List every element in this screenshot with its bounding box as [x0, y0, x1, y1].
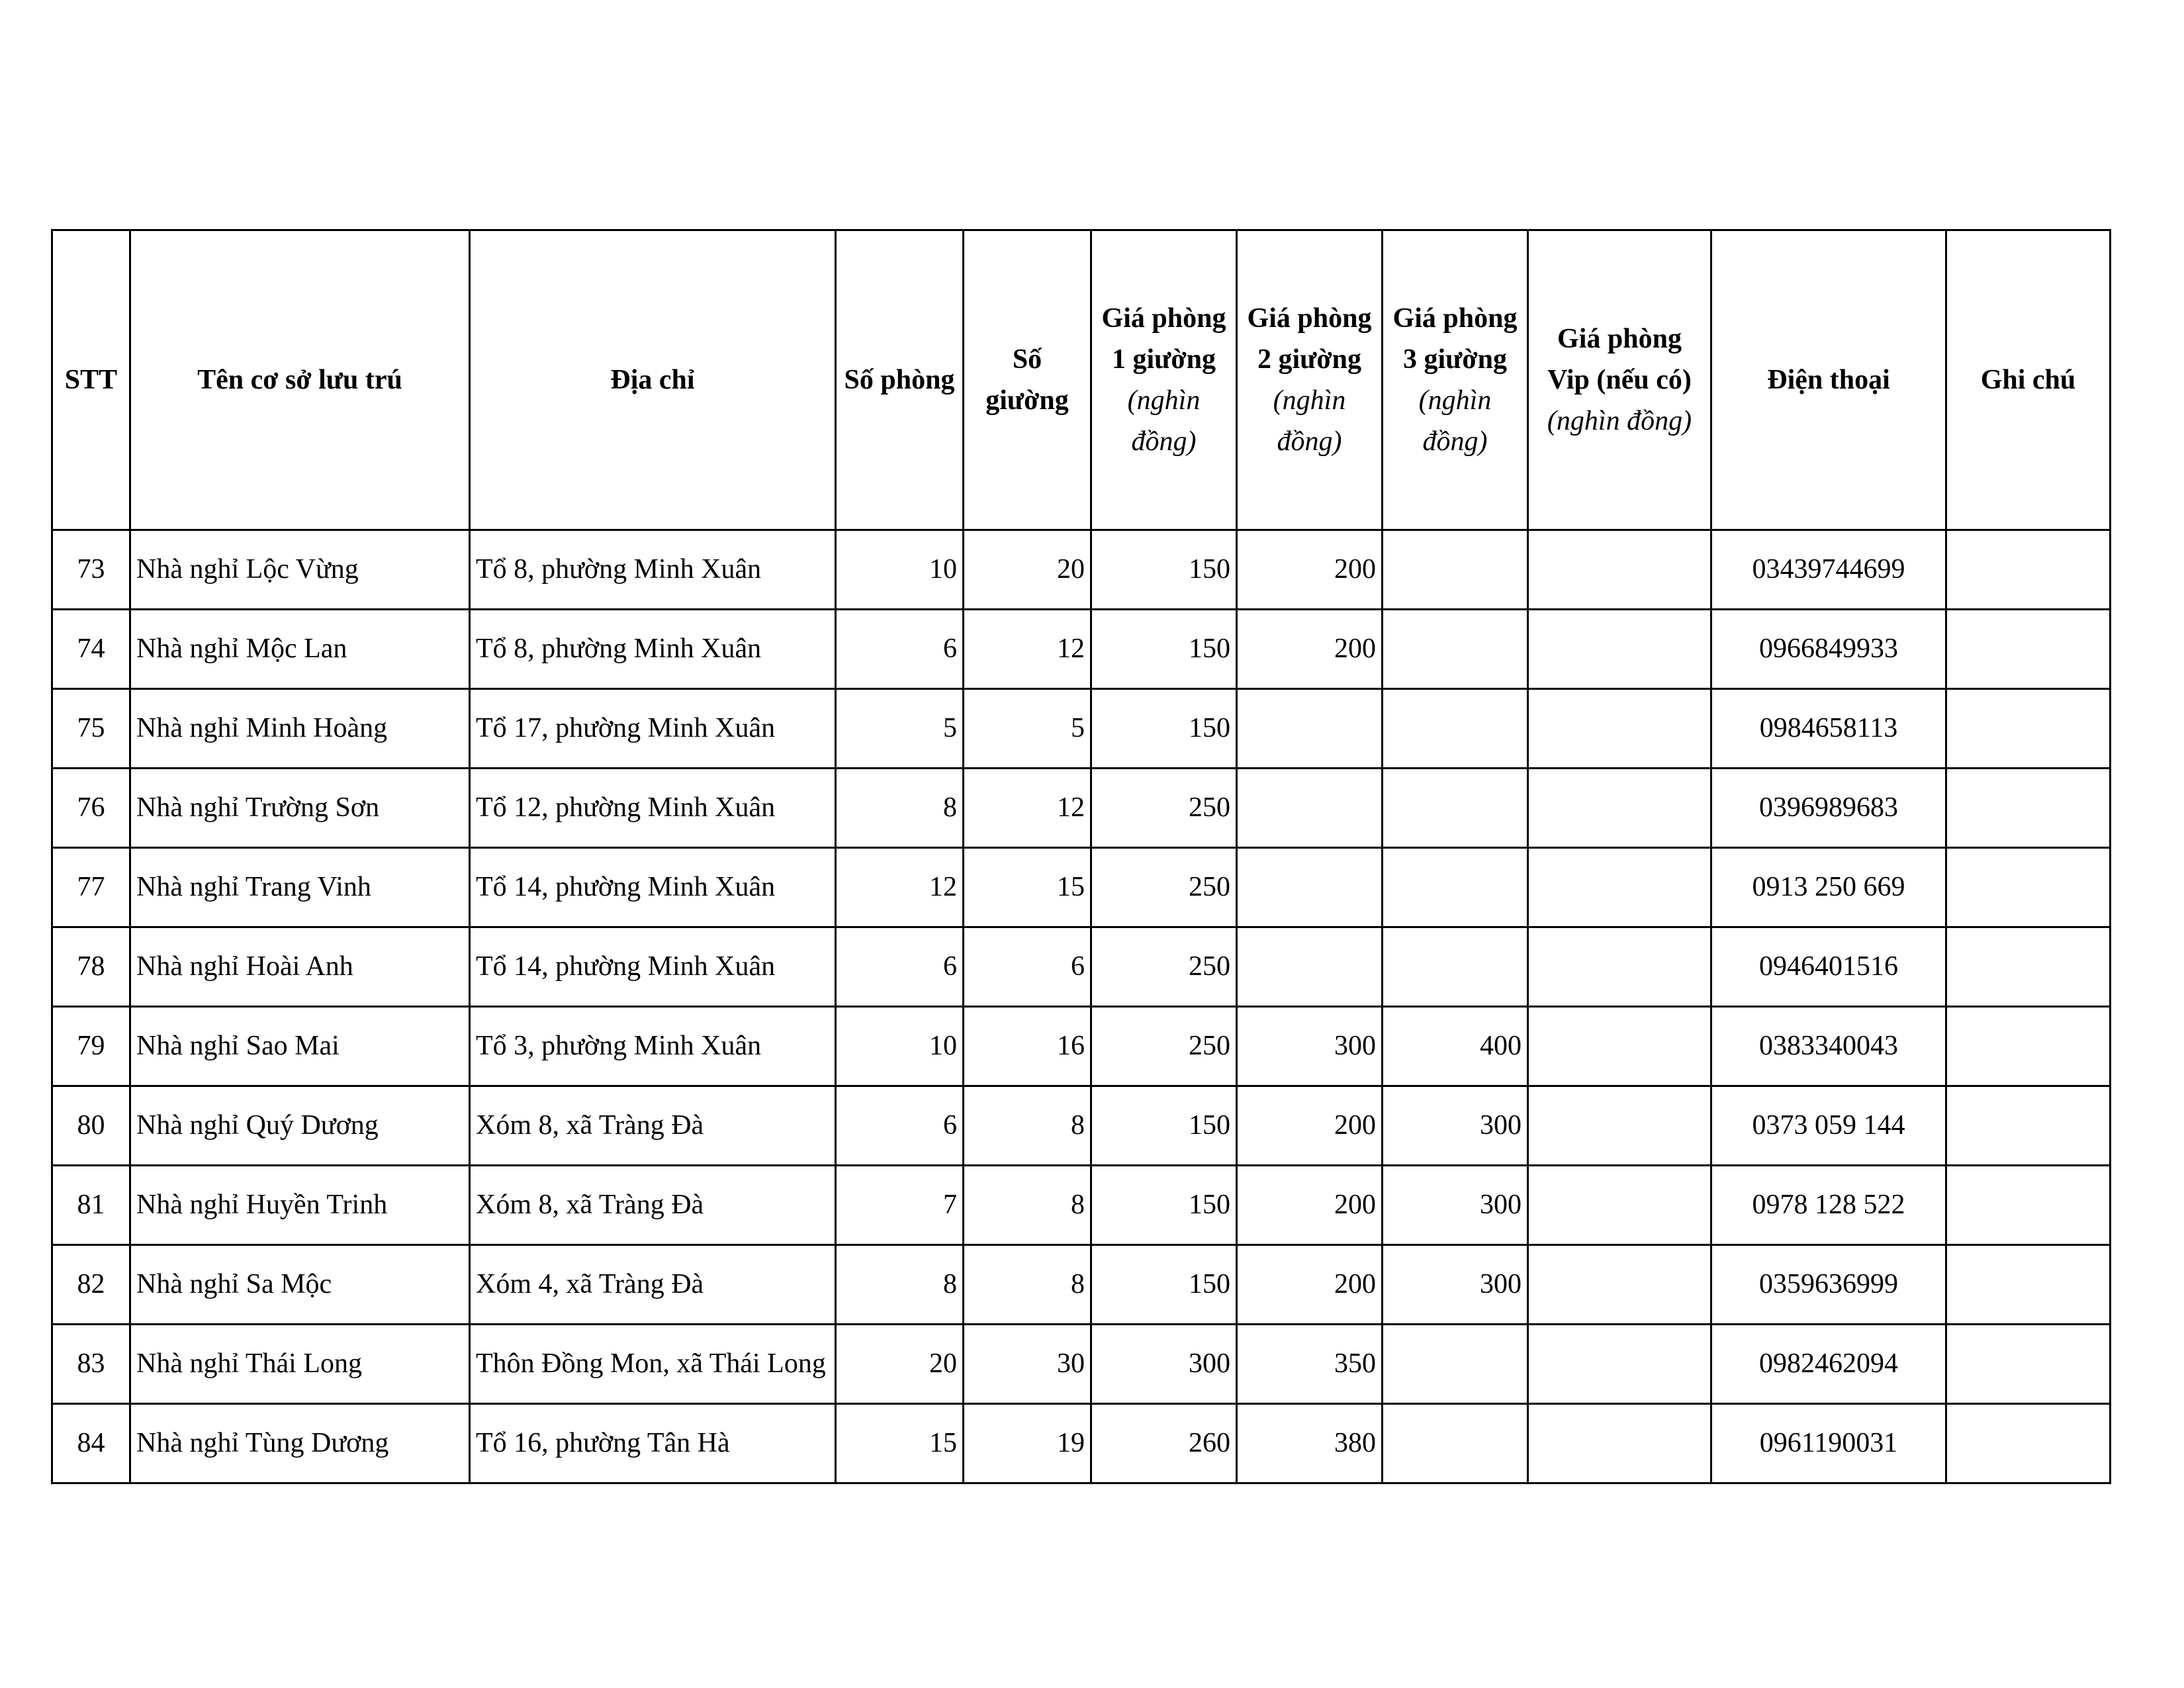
table-row: [52, 1166, 2111, 1245]
cell-stt: 76: [52, 769, 130, 848]
header-beds: Số giường: [964, 230, 1091, 530]
cell-price-3-bed: 400: [1383, 1007, 1528, 1086]
cell-price-2-bed: [1237, 769, 1383, 848]
cell-stt: 78: [52, 927, 130, 1007]
cell-price-vip: [1528, 1245, 1711, 1325]
cell-rooms: 20: [836, 1325, 964, 1404]
cell-name: Nhà nghỉ Hoài Anh: [130, 927, 470, 1007]
table-row: [52, 1086, 2111, 1166]
cell-beds: 6: [964, 927, 1091, 1007]
cell-stt: 75: [52, 689, 130, 769]
header-name: Tên cơ sở lưu trú: [130, 230, 470, 530]
cell-price-2-bed: [1237, 927, 1383, 1007]
cell-name: Nhà nghỉ Minh Hoàng: [130, 689, 470, 769]
cell-phone: 0359636999: [1711, 1245, 1946, 1325]
table-row: [52, 1007, 2111, 1086]
cell-phone: 0978 128 522: [1711, 1166, 1946, 1245]
cell-phone: 0982462094: [1711, 1325, 1946, 1404]
cell-price-2-bed: 300: [1237, 1007, 1383, 1086]
table-row: [52, 848, 2111, 927]
table-row: [52, 610, 2111, 689]
cell-price-1-bed: 150: [1091, 1166, 1237, 1245]
cell-phone: 0373 059 144: [1711, 1086, 1946, 1166]
cell-address: Tổ 8, phường Minh Xuân: [470, 610, 836, 689]
cell-name: Nhà nghỉ Sa Mộc: [130, 1245, 470, 1325]
cell-address: Tổ 14, phường Minh Xuân: [470, 927, 836, 1007]
cell-beds: 19: [964, 1404, 1091, 1483]
cell-note: [1946, 848, 2111, 927]
cell-note: [1946, 689, 2111, 769]
cell-phone: 03439744699: [1711, 530, 1946, 610]
cell-price-vip: [1528, 769, 1711, 848]
header-vip-unit: (nghìn đồng): [1547, 406, 1692, 436]
cell-stt: 80: [52, 1086, 130, 1166]
cell-price-3-bed: [1383, 530, 1528, 610]
header-stt: STT: [52, 230, 130, 530]
cell-stt: 83: [52, 1325, 130, 1404]
cell-price-3-bed: [1383, 1404, 1528, 1483]
cell-beds: 30: [964, 1325, 1091, 1404]
cell-price-vip: [1528, 1007, 1711, 1086]
cell-rooms: 7: [836, 1166, 964, 1245]
header-price-2-title: Giá phòng 2 giường: [1247, 303, 1372, 375]
cell-price-1-bed: 150: [1091, 1086, 1237, 1166]
table-header: [52, 230, 2111, 530]
lodging-table: [51, 229, 2111, 1484]
cell-note: [1946, 530, 2111, 610]
cell-stt: 79: [52, 1007, 130, 1086]
cell-price-vip: [1528, 848, 1711, 927]
cell-rooms: 15: [836, 1404, 964, 1483]
cell-beds: 8: [964, 1086, 1091, 1166]
header-address: Địa chỉ: [470, 230, 836, 530]
table-row: [52, 1404, 2111, 1483]
cell-price-2-bed: [1237, 848, 1383, 927]
cell-address: Xóm 8, xã Tràng Đà: [470, 1086, 836, 1166]
header-price-2-unit: (nghìn đồng): [1273, 385, 1346, 457]
cell-price-3-bed: 300: [1383, 1245, 1528, 1325]
table-body: [52, 530, 2111, 1483]
cell-price-2-bed: [1237, 689, 1383, 769]
cell-price-3-bed: [1383, 1325, 1528, 1404]
cell-address: Xóm 8, xã Tràng Đà: [470, 1166, 836, 1245]
cell-name: Nhà nghỉ Mộc Lan: [130, 610, 470, 689]
table-row: [52, 530, 2111, 610]
cell-beds: 8: [964, 1166, 1091, 1245]
header-price-1-title: Giá phòng 1 giường: [1101, 303, 1226, 375]
cell-price-3-bed: [1383, 927, 1528, 1007]
cell-address: Thôn Đồng Mon, xã Thái Long: [470, 1325, 836, 1404]
cell-price-vip: [1528, 1404, 1711, 1483]
table-row: [52, 769, 2111, 848]
header-price-3-title: Giá phòng 3 giường: [1392, 303, 1518, 375]
cell-price-1-bed: 250: [1091, 927, 1237, 1007]
cell-stt: 74: [52, 610, 130, 689]
cell-price-2-bed: 200: [1237, 1166, 1383, 1245]
table-row: [52, 689, 2111, 769]
cell-note: [1946, 769, 2111, 848]
header-note: Ghi chú: [1946, 230, 2111, 530]
cell-price-1-bed: 250: [1091, 848, 1237, 927]
cell-rooms: 5: [836, 689, 964, 769]
header-price-3-unit: (nghìn đồng): [1418, 385, 1492, 457]
cell-beds: 15: [964, 848, 1091, 927]
cell-price-3-bed: [1383, 689, 1528, 769]
cell-rooms: 6: [836, 927, 964, 1007]
cell-note: [1946, 1404, 2111, 1483]
cell-note: [1946, 1166, 2111, 1245]
header-price-2-bed: [1237, 230, 1383, 530]
cell-price-2-bed: 200: [1237, 610, 1383, 689]
cell-address: Tổ 17, phường Minh Xuân: [470, 689, 836, 769]
cell-price-3-bed: 300: [1383, 1086, 1528, 1166]
cell-name: Nhà nghỉ Trường Sơn: [130, 769, 470, 848]
cell-price-3-bed: [1383, 848, 1528, 927]
cell-rooms: 8: [836, 769, 964, 848]
cell-price-vip: [1528, 1166, 1711, 1245]
cell-note: [1946, 1325, 2111, 1404]
cell-phone: 0913 250 669: [1711, 848, 1946, 927]
cell-price-3-bed: 300: [1383, 1166, 1528, 1245]
cell-price-3-bed: [1383, 769, 1528, 848]
cell-address: Tổ 16, phường Tân Hà: [470, 1404, 836, 1483]
cell-beds: 8: [964, 1245, 1091, 1325]
cell-rooms: 8: [836, 1245, 964, 1325]
cell-price-vip: [1528, 1086, 1711, 1166]
cell-beds: 12: [964, 769, 1091, 848]
cell-name: Nhà nghỉ Sao Mai: [130, 1007, 470, 1086]
cell-price-2-bed: 200: [1237, 530, 1383, 610]
header-price-1-unit: (nghìn đồng): [1127, 385, 1201, 457]
cell-note: [1946, 1007, 2111, 1086]
cell-price-vip: [1528, 1325, 1711, 1404]
cell-stt: 77: [52, 848, 130, 927]
cell-price-vip: [1528, 689, 1711, 769]
table-row: [52, 1325, 2111, 1404]
cell-price-1-bed: 150: [1091, 530, 1237, 610]
cell-price-1-bed: 250: [1091, 1007, 1237, 1086]
cell-note: [1946, 1086, 2111, 1166]
cell-price-1-bed: 150: [1091, 689, 1237, 769]
cell-name: Nhà nghỉ Trang Vinh: [130, 848, 470, 927]
cell-name: Nhà nghỉ Thái Long: [130, 1325, 470, 1404]
cell-price-1-bed: 150: [1091, 610, 1237, 689]
cell-price-vip: [1528, 927, 1711, 1007]
cell-price-1-bed: 300: [1091, 1325, 1237, 1404]
cell-name: Nhà nghỉ Lộc Vừng: [130, 530, 470, 610]
cell-beds: 20: [964, 530, 1091, 610]
table-row: [52, 1245, 2111, 1325]
cell-address: Xóm 4, xã Tràng Đà: [470, 1245, 836, 1325]
cell-phone: 0966849933: [1711, 610, 1946, 689]
cell-name: Nhà nghỉ Quý Dương: [130, 1086, 470, 1166]
cell-price-3-bed: [1383, 610, 1528, 689]
cell-beds: 16: [964, 1007, 1091, 1086]
cell-name: Nhà nghỉ Huyền Trinh: [130, 1166, 470, 1245]
cell-phone: 0946401516: [1711, 927, 1946, 1007]
table-row: [52, 927, 2111, 1007]
cell-address: Tổ 8, phường Minh Xuân: [470, 530, 836, 610]
cell-rooms: 10: [836, 530, 964, 610]
header-vip-title: Giá phòng Vip (nếu có): [1547, 324, 1692, 395]
cell-price-2-bed: 380: [1237, 1404, 1383, 1483]
cell-phone: 0396989683: [1711, 769, 1946, 848]
header-price-1-bed: [1091, 230, 1237, 530]
cell-beds: 12: [964, 610, 1091, 689]
cell-note: [1946, 1245, 2111, 1325]
cell-rooms: 10: [836, 1007, 964, 1086]
cell-stt: 81: [52, 1166, 130, 1245]
header-rooms: Số phòng: [836, 230, 964, 530]
cell-rooms: 12: [836, 848, 964, 927]
cell-phone: 0383340043: [1711, 1007, 1946, 1086]
cell-price-vip: [1528, 610, 1711, 689]
cell-price-1-bed: 260: [1091, 1404, 1237, 1483]
cell-price-1-bed: 150: [1091, 1245, 1237, 1325]
cell-name: Nhà nghỉ Tùng Dương: [130, 1404, 470, 1483]
cell-rooms: 6: [836, 610, 964, 689]
cell-stt: 82: [52, 1245, 130, 1325]
cell-address: Tổ 14, phường Minh Xuân: [470, 848, 836, 927]
header-phone: Điện thoại: [1711, 230, 1946, 530]
header-price-vip: [1528, 230, 1711, 530]
cell-price-2-bed: 200: [1237, 1245, 1383, 1325]
cell-stt: 73: [52, 530, 130, 610]
cell-rooms: 6: [836, 1086, 964, 1166]
cell-stt: 84: [52, 1404, 130, 1483]
cell-phone: 0961190031: [1711, 1404, 1946, 1483]
header-price-3-bed: [1383, 230, 1528, 530]
cell-price-2-bed: 200: [1237, 1086, 1383, 1166]
cell-price-2-bed: 350: [1237, 1325, 1383, 1404]
cell-address: Tổ 3, phường Minh Xuân: [470, 1007, 836, 1086]
cell-price-vip: [1528, 530, 1711, 610]
cell-phone: 0984658113: [1711, 689, 1946, 769]
header-row: [52, 230, 2111, 530]
cell-price-1-bed: 250: [1091, 769, 1237, 848]
cell-address: Tổ 12, phường Minh Xuân: [470, 769, 836, 848]
cell-note: [1946, 927, 2111, 1007]
cell-beds: 5: [964, 689, 1091, 769]
cell-note: [1946, 610, 2111, 689]
